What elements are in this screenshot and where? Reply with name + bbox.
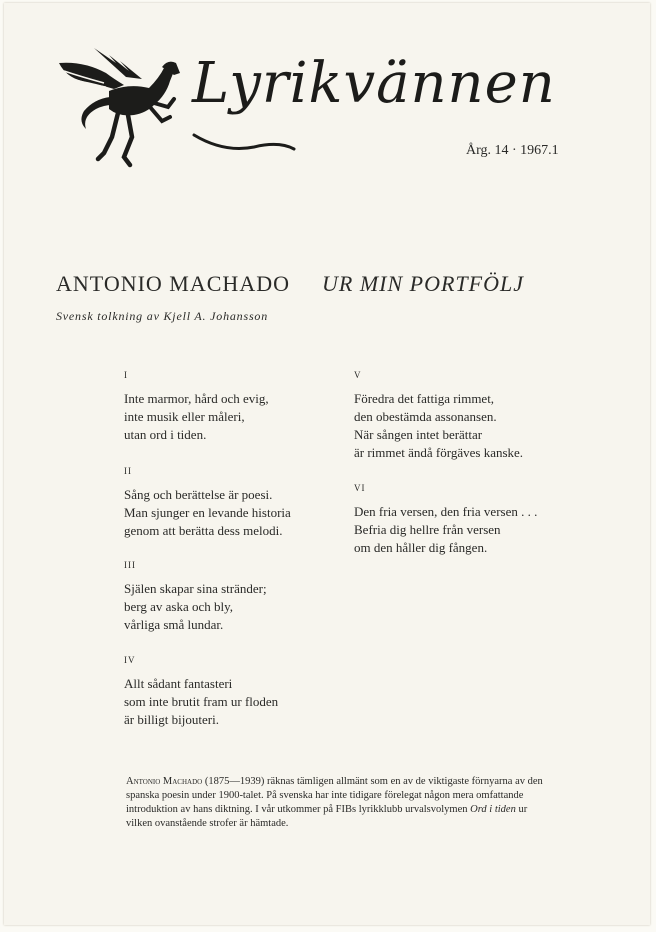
article-author: ANTONIO MACHADO xyxy=(56,271,290,296)
magazine-page xyxy=(4,3,650,925)
poem-line: Sång och berättelse är poesi. xyxy=(124,487,273,502)
poem-line: Inte marmor, hård och evig, xyxy=(124,391,269,406)
section-number: I xyxy=(124,370,128,380)
poem-line: genom att berätta dess melodi. xyxy=(124,523,283,538)
poem-section xyxy=(124,366,269,444)
poem-section xyxy=(354,479,537,557)
poem-line: om den håller dig fången. xyxy=(354,540,488,555)
poem-line: När sången intet berättar xyxy=(354,427,483,442)
poem-line: Föredra det fattiga rimmet, xyxy=(354,391,495,406)
poem-line: Den fria versen, den fria versen . . . xyxy=(354,504,538,519)
poem-line: berg av aska och bly, xyxy=(124,599,234,614)
poem-line: som inte brutit fram ur floden xyxy=(124,694,279,709)
poem-line: den obestämda assonansen. xyxy=(354,409,497,424)
article-title: UR MIN PORTFÖLJ xyxy=(322,271,524,296)
poem-section xyxy=(124,651,278,729)
poem-line: inte musik eller måleri, xyxy=(124,409,245,424)
section-number: VI xyxy=(354,483,366,493)
poem-section xyxy=(354,366,523,462)
masthead-title: Lyrikvännen xyxy=(192,51,556,116)
note-book-title: Ord i tiden xyxy=(470,804,516,815)
poem-line: är billigt bijouteri. xyxy=(124,712,219,727)
poem-section xyxy=(124,556,267,634)
section-number: II xyxy=(124,466,132,476)
poem-section xyxy=(124,462,291,540)
section-number: III xyxy=(124,560,136,570)
poem-line: är rimmet ändå förgäves kanske. xyxy=(354,445,524,460)
issue-number: Årg. 14 · 1967.1 xyxy=(466,143,559,158)
author-note xyxy=(126,775,546,831)
section-number: V xyxy=(354,370,362,380)
masthead-swash-icon xyxy=(184,123,304,163)
note-text: (1875—1939) räknas tämligen allmänt som en av de viktigaste förnyarna av den spanska poesin under 1900-talet. På svenska har inte tidigare förelegat någon mera omfattande introduktion av hans diktning. I vår utkommer på FIBs lyrikklubb urvalsvolymen xyxy=(126,776,543,815)
poem-line: Man sjunger en levande historia xyxy=(124,505,291,520)
pegasus-icon xyxy=(54,33,184,173)
translator-credit: Svensk tolkning av Kjell A. Johansson xyxy=(56,309,269,323)
note-author-name: Antonio Machado xyxy=(126,776,203,787)
note-text-end: ur vilken ovanstående strofer är hämtade. xyxy=(126,804,528,829)
poem-line: vårliga små lundar. xyxy=(124,617,224,632)
poem-line: Själen skapar sina stränder; xyxy=(124,581,267,596)
section-number: IV xyxy=(124,655,136,665)
poem-line: Befria dig hellre från versen xyxy=(354,522,501,537)
poem-line: utan ord i tiden. xyxy=(124,427,207,442)
poem-line: Allt sådant fantasteri xyxy=(124,676,233,691)
